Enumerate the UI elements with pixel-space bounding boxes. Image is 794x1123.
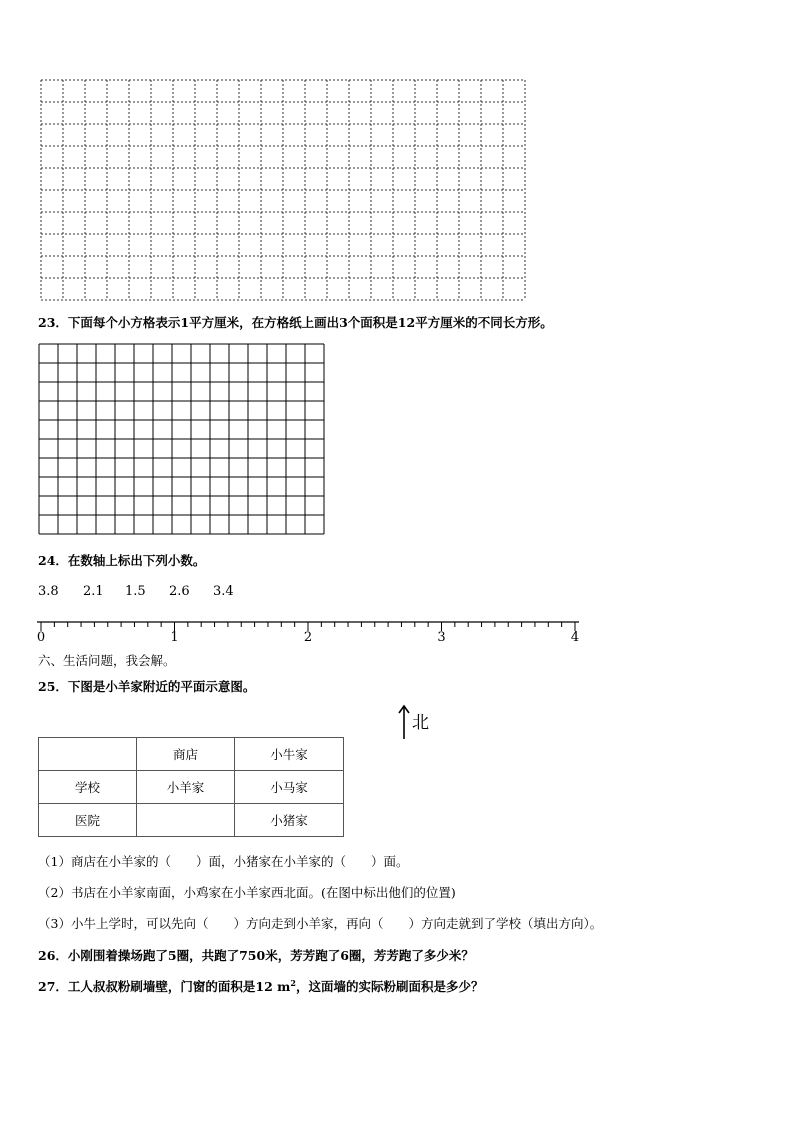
map-cell[interactable]: [39, 738, 137, 771]
question-number: 25．: [38, 679, 68, 694]
square-grid-paper[interactable]: [38, 343, 328, 537]
question-25-part-2: （2）书店在小羊家南面，小鸡家在小羊家西北面。(在图中标出他们的位置): [38, 885, 456, 900]
number-line[interactable]: [34, 608, 586, 644]
north-label: 北: [412, 713, 429, 733]
question-text-tail: ，这面墙的实际粉刷面积是多少？: [295, 979, 484, 994]
axis-tick-label: 1: [170, 630, 179, 644]
map-cell[interactable]: 小马家: [235, 771, 344, 804]
question-text: 工人叔叔粉刷墙壁，门窗的面积是12 m: [67, 979, 291, 994]
map-cell[interactable]: [137, 804, 235, 837]
question-25-part-3: （3）小牛上学时，可以先向（ ）方向走到小羊家，再向（ ）方向走就到了学校（填出方向）。: [38, 916, 603, 931]
question-27: [38, 977, 483, 995]
table-row: [39, 738, 344, 771]
table-row: [39, 804, 344, 837]
axis-tick-label: 3: [437, 630, 446, 644]
superscript: 2: [290, 977, 296, 988]
question-number: 24．: [38, 553, 68, 568]
decimal-value: 1.5: [125, 584, 146, 599]
map-cell[interactable]: 商店: [137, 738, 235, 771]
decimal-value: 3.8: [38, 584, 59, 599]
question-24: [38, 551, 205, 569]
question-text: 下面每个小方格表示1平方厘米，在方格纸上画出3个面积是12平方厘米的不同长方形。: [67, 315, 553, 330]
question-number: 27．: [38, 979, 68, 994]
decimal-value: 2.6: [169, 584, 190, 599]
map-cell[interactable]: 学校: [39, 771, 137, 804]
section-6-title: 六、生活问题，我会解。: [38, 653, 176, 668]
question-25-part-1: （1）商店在小羊家的（ ）面，小猪家在小羊家的（ ）面。: [38, 854, 409, 869]
dashed-grid-paper: [40, 79, 530, 303]
map-cell[interactable]: 医院: [39, 804, 137, 837]
question-number: 23．: [38, 315, 68, 330]
question-25: [38, 677, 255, 695]
question-23: [38, 313, 553, 331]
axis-tick-label: 2: [303, 630, 313, 644]
decimal-list: [38, 584, 253, 599]
table-row: [39, 771, 344, 804]
up-arrow-icon: [398, 704, 412, 740]
map-cell[interactable]: 小羊家: [137, 771, 235, 804]
north-indicator: [398, 704, 429, 740]
question-text: 小刚围着操场跑了5圈，共跑了750米，芳芳跑了6圈，芳芳跑了多少米？: [67, 948, 474, 963]
axis-tick-label: 0: [36, 630, 46, 644]
question-text: 在数轴上标出下列小数。: [67, 553, 206, 568]
question-number: 26．: [38, 948, 68, 963]
map-cell[interactable]: 小牛家: [235, 738, 344, 771]
decimal-value: 2.1: [83, 584, 104, 599]
axis-tick-label: 4: [570, 630, 580, 644]
neighborhood-map-table: [38, 737, 344, 837]
map-cell[interactable]: 小猪家: [235, 804, 344, 837]
question-26: [38, 946, 474, 964]
question-text: 下图是小羊家附近的平面示意图。: [67, 679, 256, 694]
decimal-value: 3.4: [213, 584, 234, 599]
